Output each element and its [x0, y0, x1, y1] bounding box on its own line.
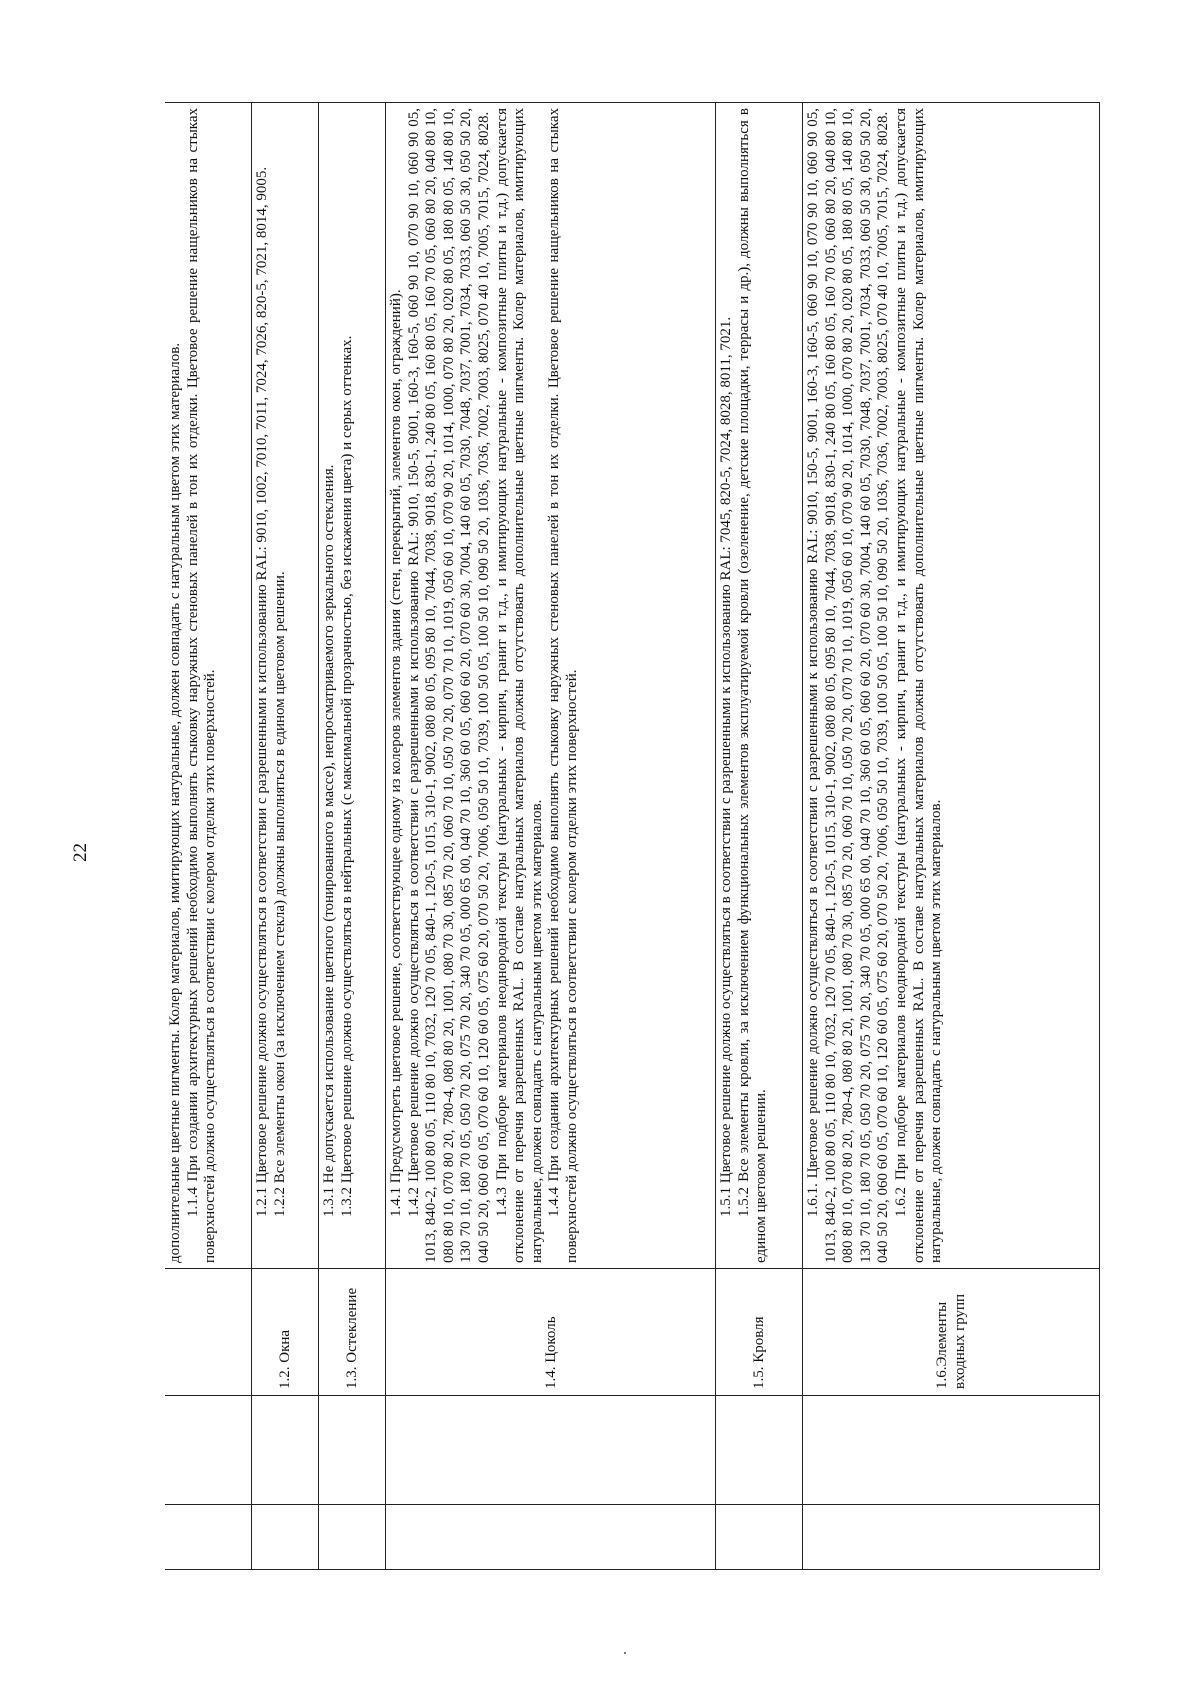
- element-name-cell: 1.3. Остекление: [319, 1269, 386, 1396]
- number-cell: [716, 1505, 803, 1570]
- requirement-paragraph: 1.4.4 При создании архитектурных решений необходимо выполнять стыковку наружных стеновых панелей в тон их отделки. Цветовое решение нащельников на стыках поверхностей должно осуществляться в соответствии с колером отделки этих поверхностей.: [546, 108, 580, 1263]
- table-row-cont: [165, 103, 252, 1570]
- section-cell: [165, 1396, 252, 1505]
- requirement-paragraph: 1.4.1 Предусмотреть цветовое решение, соответствующее одному из колеров элементов здания (стен, перекрытий, элементов окон, ограждений).: [388, 289, 404, 1217]
- table-row-glazing: [319, 103, 386, 1570]
- element-name-cell: 1.5. Кровля: [716, 1269, 803, 1396]
- requirement-paragraph: 1.4.2 Цветовое решение должно осуществляться в соответствии с разрешенными к использованию RAL: 9010, 150-5, 9001, 160-3, 160-5, 060 90 10, 070 90 10, 060 90 05, 1013, 840-2, 100 80 05, 110 80 10, 7032, 120 70 05, 840-1, 120-5, 1015, 310-1, 9002, 080 80 05, 095 80 10, 7044, 7038, 9018, 830-1, 240 80 05, 160 80 05, 160 70 05, 060 80 20, 040 80 10, 080 80 10, 070 80 20, 780-4, 080 80 20, 1001, 080 70 30, 085 70 20, 060 70 10, 050 70 20, 070 70 10, 1019, 050 60 10, 070 90 20, 1014, 1000, 070 80 20, 020 80 05, 180 80 05, 140 80 10, 130 70 10, 180 70 05, 050 70 20, 075 70 20, 340 70 05, 000 65 00, 040 70 10, 360 60 05, 060 60 20, 070 60 30, 7004, 140 60 05, 7030, 7048, 7037, 7001, 7034, 7033, 060 50 30, 050 50 20, 040 50 20, 060 60 05, 070 60 10, 120 60 05, 075 60 20, 070 50 20, 7006, 050 50 10, 7039, 100 50 05, 100 50 10, 090 50 20, 1036, 7036, 7002, 7003, 8025, 070 40 10, 7005, 7015, 7024, 8028.: [405, 108, 492, 1263]
- requirements-cell: [165, 103, 252, 1269]
- requirement-paragraph: 1.5.1 Цветовое решение должно осуществляться в соответствии с разрешенными к использованию RAL: 7045, 820-5, 7024, 8028, 8011, 7021.: [718, 316, 734, 1217]
- requirements-table: [165, 102, 1100, 1570]
- section-cell: [386, 1396, 716, 1505]
- requirement-paragraph: 1.6.2 При подборе материалов неоднородной текстуры (натуральных - кирпич, гранит и т.д., и имитирующих натуральные - композитные плиты и т.д.) допускается отклонение от перечня разрешенных RAL. В составе натуральных материалов должны отсутствовать дополнительные цветные пигменты. Колер материалов, имитирующих натуральные, должен совпадать с натуральным цветом этих материалов.: [892, 108, 945, 1263]
- table-body: [165, 103, 1100, 1570]
- number-cell: [252, 1505, 319, 1570]
- requirements-cell: [252, 103, 319, 1269]
- requirement-paragraph: 1.4.3 При подборе материалов неоднородной текстуры (натуральных - кирпич, гранит и т.д., и имитирующих натуральные - композитные плиты и т.д.) допускается отклонение от перечня разрешенных RAL. В составе натуральных материалов должны отсутствовать дополнительные цветные пигменты. Колер материалов, имитирующих натуральные, должен совпадать с натуральным цветом этих материалов.: [493, 108, 545, 1263]
- requirement-paragraph: 1.3.1 Не допускается использование цветного (тонированного в массе), непросматриваемого зеркального остекления.: [321, 464, 337, 1217]
- number-cell: [165, 1505, 252, 1570]
- page-number: 22: [70, 843, 91, 862]
- requirements-cell: [803, 103, 1100, 1269]
- requirement-paragraph: 1.6.1. Цветовое решение должно осуществляться в соответствии с разрешенными к использованию RAL: 9010, 150-5, 9001, 160-3, 160-5, 060 90 10, 070 90 10, 060 90 05, 1013, 840-2, 100 80 05, 110 80 10, 7032, 120 70 05, 840-1, 120-5, 1015, 310-1, 9002, 080 80 05, 095 80 10, 7044, 7038, 9018, 830-1, 240 80 05, 160 80 05, 160 70 05, 060 80 20, 040 80 10, 080 80 10, 070 80 20, 780-4, 080 80 20, 1001, 080 70 30, 085 70 20, 060 70 10, 050 70 20, 070 70 10, 1019, 050 60 10, 070 90 20, 1014, 1000, 070 80 20, 020 80 05, 180 80 05, 140 80 10, 130 70 10, 180 70 05, 050 70 20, 075 70 20, 340 70 05, 000 65 00, 040 70 10, 360 60 05, 060 60 20, 070 60 30, 7004, 140 60 05, 7030, 7048, 7037, 7001, 7034, 7033, 060 50 30, 050 50 20, 040 50 20, 060 60 05, 070 60 10, 120 60 05, 075 60 20, 070 50 20, 7006, 050 50 10, 7039, 100 50 05, 100 50 10, 090 50 20, 1036, 7036, 7002, 7003, 8025, 070 40 10, 7005, 7015, 7024, 8028.: [805, 108, 892, 1263]
- requirement-paragraph: 1.3.2 Цветовое решение должно осуществляться в нейтральных (с максимальной прозрачностью, без искажения цвета) и серых оттенках.: [338, 335, 355, 1217]
- section-cell: [252, 1396, 319, 1505]
- requirements-cell: [386, 103, 716, 1269]
- scan-speck: [624, 1652, 626, 1654]
- number-cell: [803, 1505, 1100, 1570]
- element-name-cell: 1.2. Окна: [252, 1269, 319, 1396]
- table-row-entrance: [803, 103, 1100, 1570]
- requirement-paragraph: 1.1.4 При создании архитектурных решений необходимо выполнять стыковку наружных стеновых панелей в тон их отделки. Цветовое решение нащельников на стыках поверхностей должно осуществляться в соответствии с колером отделки этих поверхностей.: [184, 108, 219, 1263]
- table-row-windows: [252, 103, 319, 1570]
- section-cell: [716, 1396, 803, 1505]
- requirements-cell: [716, 103, 803, 1269]
- requirement-paragraph: 1.2.2 Все элементы окон (за исключением стекла) должны выполняться в едином цветовом решении.: [271, 571, 288, 1217]
- number-cell: [386, 1505, 716, 1570]
- requirements-cell: [319, 103, 386, 1269]
- element-name-cell: [165, 1269, 252, 1396]
- number-cell: [319, 1505, 386, 1570]
- section-cell: [803, 1396, 1100, 1505]
- table-row-roof: [716, 103, 803, 1570]
- section-cell: [319, 1396, 386, 1505]
- requirement-paragraph: дополнительные цветные пигменты. Колер материалов, имитирующих натуральные, должен совпадать с натуральным цветом этих материалов.: [167, 342, 183, 1263]
- requirement-paragraph: 1.2.1 Цветовое решение должно осуществляться в соответствии с разрешенными к использованию RAL: 9010, 1002, 7010, 7011, 7024, 7026, 820-5, 7021, 8014, 9005.: [254, 166, 270, 1217]
- element-name-cell: 1.4. Цоколь: [386, 1269, 716, 1396]
- element-name-cell: 1.6.Элементы входных групп: [803, 1269, 1100, 1396]
- requirement-paragraph: 1.5.2 Все элементы кровли, за исключением функциональных элементов эксплуатируемой кровли (озеленение, детские площадки, террасы и др.), должны выполняться в едином цветовом решении.: [735, 108, 770, 1263]
- table-row-plinth: [386, 103, 716, 1570]
